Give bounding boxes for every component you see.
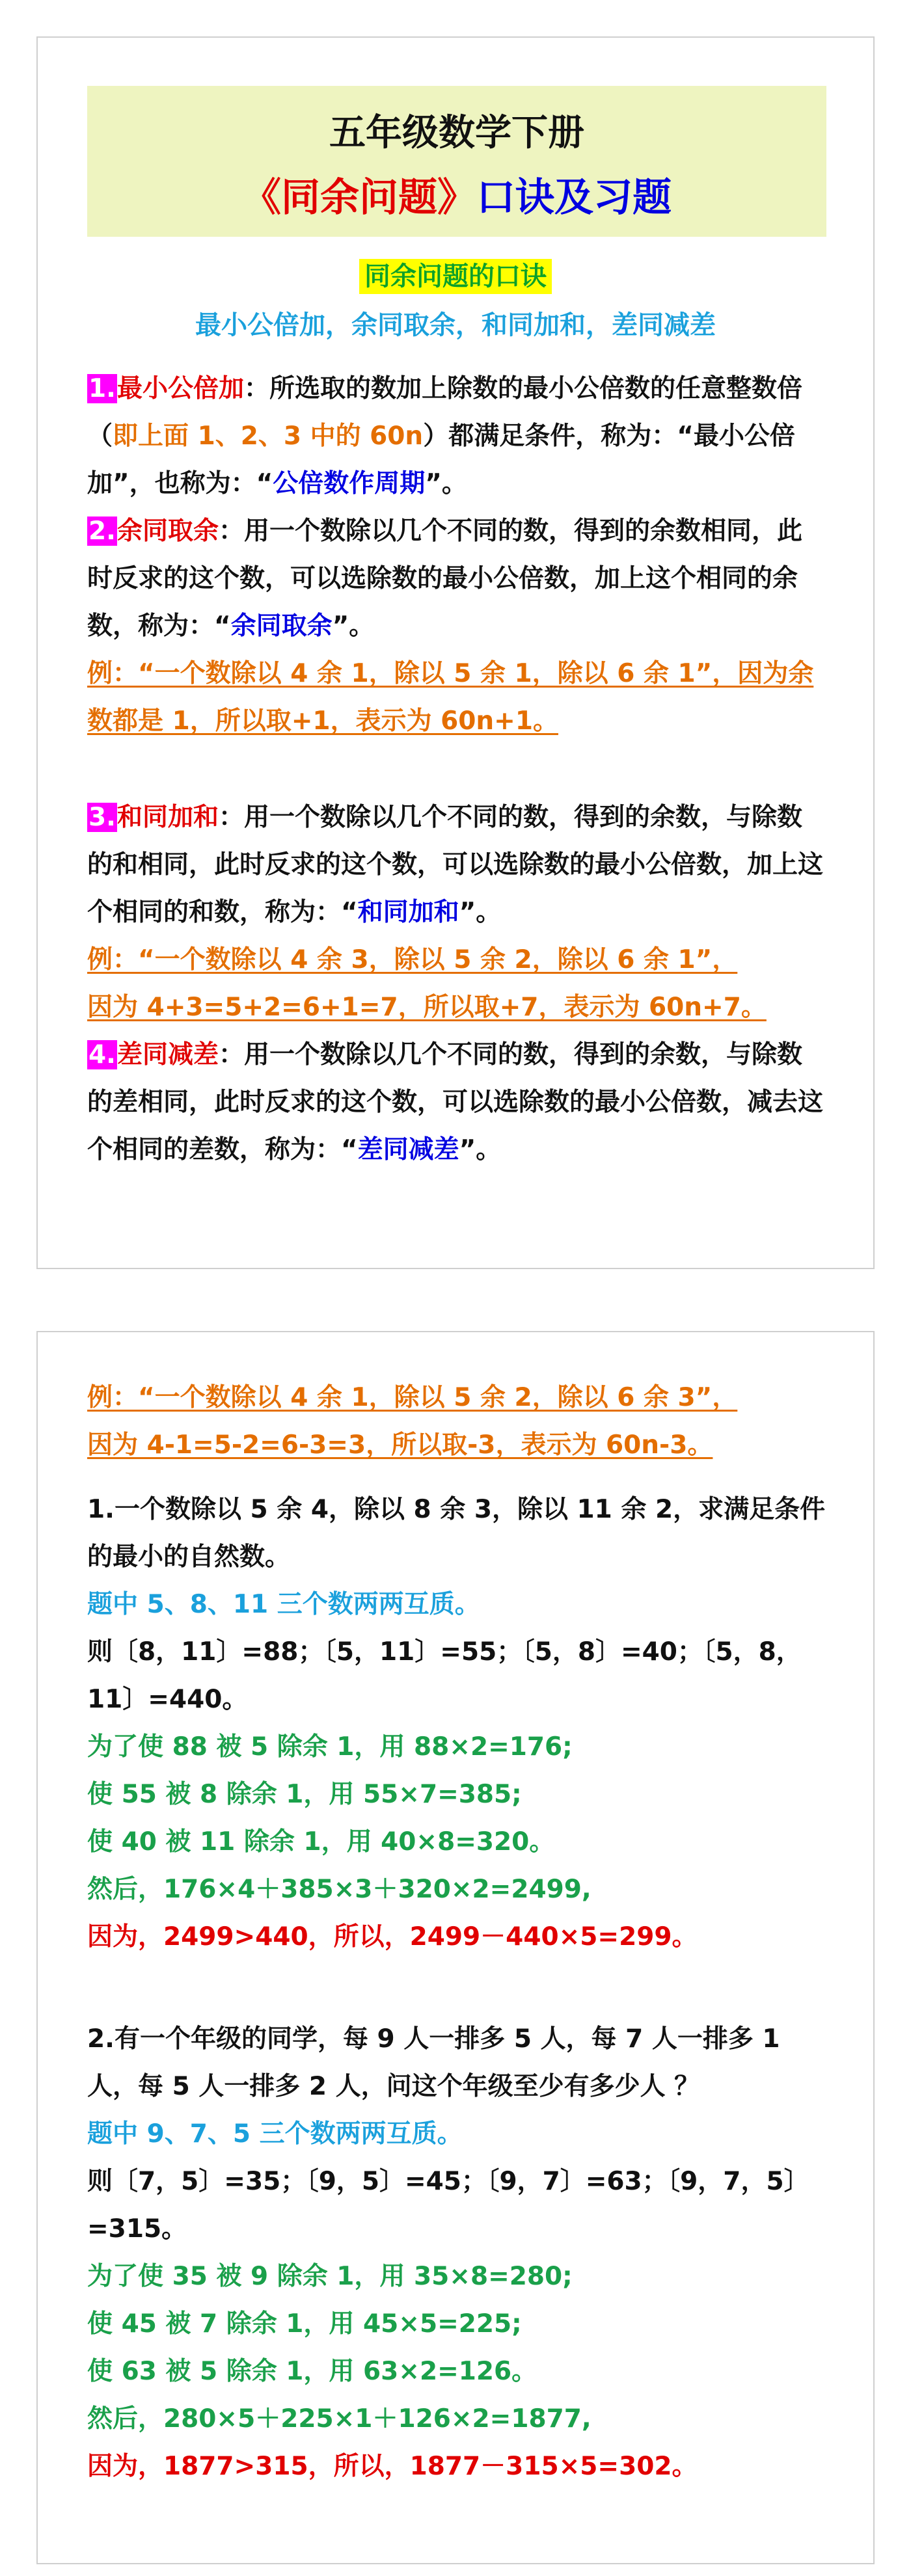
title-banner — [87, 86, 826, 237]
problem1-step4: 然后，176×4＋385×3＋320×2=2499, — [87, 1875, 591, 1904]
problem2-lcm: 则〔7，5〕=35；〔9，5〕=45；〔9，7〕=63；〔9，7，5〕=315。 — [87, 2167, 809, 2244]
card-top — [36, 36, 875, 1269]
title-line1: 五年级数学下册 — [329, 112, 584, 154]
rule2-name: 余同取余 — [116, 517, 219, 546]
rule4-example-line2: 因为 4-1=5-2=6-3=3，所以取-3，表示为 60n-3。 — [87, 1430, 713, 1460]
rule1-name: 最小公倍加 — [116, 374, 244, 403]
rule4-example-line1: 例：“一个数除以 4 余 1，除以 5 余 2，除以 6 余 3”， — [87, 1383, 738, 1412]
problem2-step3: 使 63 被 5 除余 1，用 63×2=126。 — [87, 2357, 537, 2386]
rule3 — [87, 794, 826, 1031]
problem1-step3: 使 40 被 11 除余 1，用 40×8=320。 — [87, 1827, 555, 1857]
rule1-text5: ”。 — [425, 469, 467, 498]
rule1-text2: 即上面 1、2、3 中的 60n — [113, 422, 424, 451]
rule3-name: 和同加和 — [116, 803, 219, 832]
mnemonic-heading: 同余问题的口诀 — [359, 259, 552, 294]
rule3-example-line2: 因为 4+3=5+2=6+1=7，所以取+7，表示为 60n+7。 — [87, 993, 767, 1022]
rule4-num: 4. — [88, 1040, 116, 1069]
problem2-question: 2.有一个年级的同学，每 9 人一排多 5 人，每 7 人一排多 1 人，每 5 人一排多 2 人，问这个年级至少有多少人 ？ — [87, 2024, 780, 2101]
problem2-coprime: 题中 9、7、5 三个数两两互质。 — [87, 2119, 463, 2149]
rule4-example — [87, 1374, 826, 1469]
problem1 — [87, 1486, 826, 1961]
rule4-name: 差同减差 — [116, 1040, 219, 1069]
rule2-text1: ：用一个数除以几个不同的数，得到的余数相同，此时反求的这个数，可以选除数的最小公倍数，加上这个相同的余数，称为：“ — [87, 517, 802, 641]
rule1-num: 1. — [88, 374, 116, 403]
title-blue: 口诀及习题 — [476, 175, 672, 221]
rule3-text3: ”。 — [459, 898, 502, 927]
rule3-text1: ：用一个数除以几个不同的数，得到的余数，与除数的和相同，此时反求的这个数，可以选除数的最小公倍数，加上这个相同的和数，称为：“ — [87, 803, 824, 927]
rule1 — [87, 365, 826, 507]
rule2-text2: 余同取余 — [230, 611, 333, 641]
problem1-step1: 为了使 88 被 5 除余 1，用 88×2=176; — [87, 1732, 573, 1762]
problem2-step2: 使 45 被 7 除余 1，用 45×5=225; — [87, 2309, 522, 2339]
problem1-lcm: 则〔8，11〕=88；〔5，11〕=55；〔5，8〕=40；〔5，8，11〕=440。 — [87, 1637, 802, 1714]
problem1-coprime: 题中 5、8、11 三个数两两互质。 — [87, 1590, 480, 1619]
rule1-text4: 公倍数作周期 — [273, 469, 426, 498]
rule3-num: 3. — [88, 803, 116, 832]
rule4-text1: ：用一个数除以几个不同的数，得到的余数，与除数的差相同，此时反求的这个数，可以选除数的最小公倍数，减去这个相同的差数，称为：“ — [87, 1040, 824, 1164]
rule1-text1: ：所选取的数加上除数的最小公倍数的任意整数倍（ — [87, 374, 802, 451]
rule3-text2: 和同加和 — [357, 898, 459, 927]
problem2-step1: 为了使 35 被 9 除余 1，用 35×8=280; — [87, 2262, 573, 2291]
problem2-step5: 因为，1877>315，所以，1877－315×5=302。 — [87, 2452, 698, 2481]
mnemonic-summary: 最小公倍加，余同取余，和同加和，差同减差 — [195, 310, 716, 340]
rule4-text3: ”。 — [459, 1135, 502, 1164]
problem1-question: 1.一个数除以 5 余 4，除以 8 余 3，除以 11 余 2，求满足条件的最小的自然数。 — [87, 1495, 826, 1572]
rule4 — [87, 1031, 826, 1174]
rule1-text3: ）都满足条件，称为：“最小公倍加”，也称为：“ — [87, 422, 795, 498]
mnemonic-heading-wrap — [38, 256, 873, 293]
card-bottom — [36, 1331, 875, 2564]
problem2-step4: 然后，280×5＋225×1＋126×2=1877, — [87, 2404, 591, 2434]
rule3-example-line1: 例：“一个数除以 4 余 3，除以 5 余 2，除以 6 余 1”， — [87, 945, 738, 974]
title-red: 《同余问题》 — [242, 175, 476, 221]
title-line2 — [87, 167, 826, 222]
rule2-text3: ”。 — [332, 611, 375, 641]
rule4-text2: 差同减差 — [357, 1135, 459, 1164]
rule2 — [87, 507, 826, 745]
problem1-step5: 因为，2499>440，所以，2499－440×5=299。 — [87, 1922, 698, 1952]
problem1-step2: 使 55 被 8 除余 1，用 55×7=385; — [87, 1780, 522, 1809]
rule2-num: 2. — [88, 517, 116, 546]
rule2-example: 例：“一个数除以 4 余 1，除以 5 余 1，除以 6 余 1”，因为余数都是 1，所以取+1，表示为 60n+1。 — [87, 659, 814, 736]
problem2 — [87, 2015, 826, 2490]
